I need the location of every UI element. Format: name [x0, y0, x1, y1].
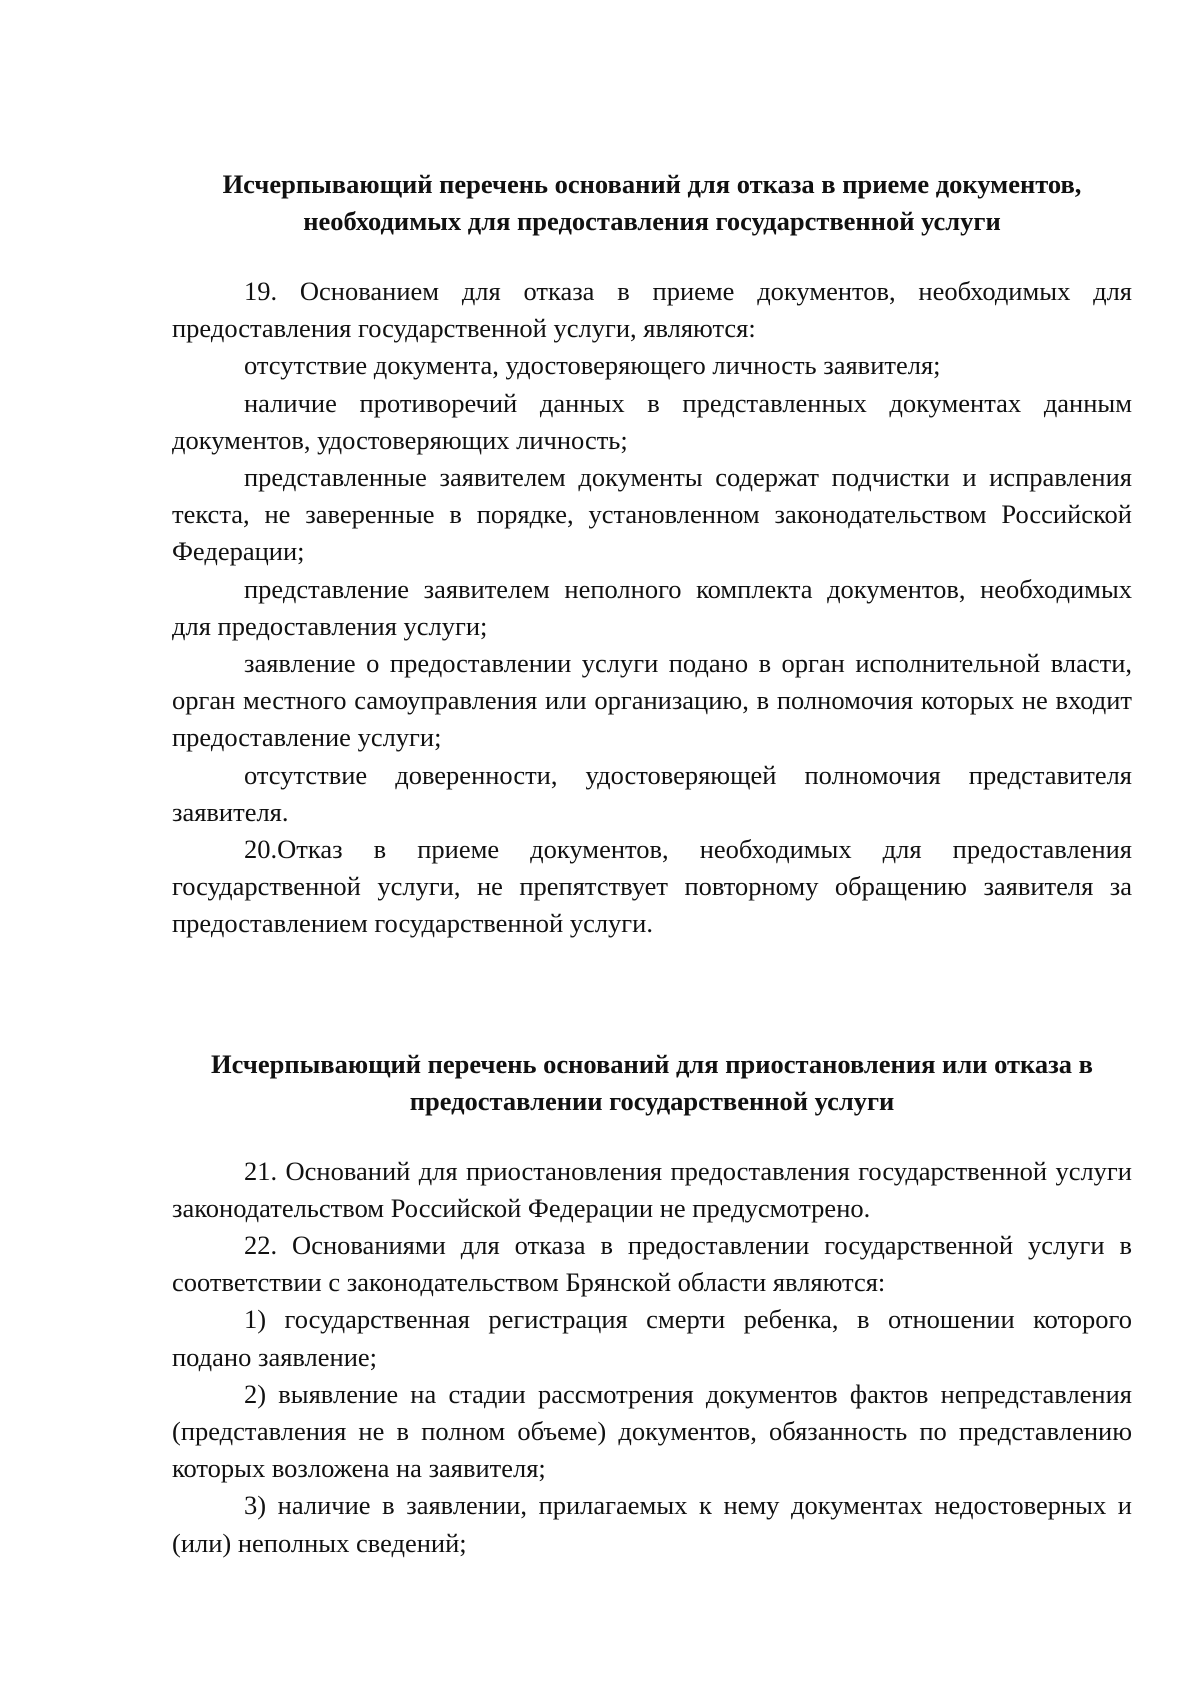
- section-heading: Исчерпывающий перечень оснований для отказа в приеме документов, необходимых для предоставления государственной услуги: [222, 169, 1082, 236]
- paragraph: 3) наличие в заявлении, прилагаемых к нему документах недостоверных и (или) неполных сведений;: [172, 1490, 1132, 1558]
- paragraph: заявление о предоставлении услуги подано в орган исполнительной власти, орган местного самоуправления или организацию, в полномочия которых не входит предоставление услуги;: [172, 648, 1132, 753]
- paragraph: 21. Оснований для приостановления предоставления государственной услуги законодательством Российской Федерации не предусмотрено.: [172, 1155, 1132, 1223]
- paragraph: представленные заявителем документы содержат подчистки и исправления текста, не заверенные в порядке, установленном законодательством Российской Федерации;: [172, 462, 1132, 567]
- paragraph: отсутствие доверенности, удостоверяющей полномочия представителя заявителя.: [172, 759, 1132, 827]
- paragraph: 22. Основаниями для отказа в предоставлении государственной услуги в соответствии с законодательством Брянской области являются:: [172, 1230, 1132, 1298]
- paragraph: 1) государственная регистрация смерти ребенка, в отношении которого подано заявление;: [172, 1304, 1132, 1372]
- paragraph: 20.Отказ в приеме документов, необходимых для предоставления государственной услуги, не препятствует повторному обращению заявителя за предоставлением государственной услуги.: [172, 834, 1132, 939]
- paragraph: наличие противоречий данных в представленных документах данным документов, удостоверяющих личность;: [172, 387, 1132, 455]
- paragraph: 2) выявление на стадии рассмотрения документов фактов непредставления (представления не в полном объеме) документов, обязанность по представлению которых возложена на заявителя;: [172, 1378, 1132, 1484]
- document-page: [172, 0, 1132, 1696]
- paragraph: отсутствие документа, удостоверяющего личность заявителя;: [244, 350, 941, 381]
- section-body: [172, 1153, 1132, 1562]
- paragraph: представление заявителем неполного комплекта документов, необходимых для предоставления услуги;: [172, 573, 1132, 641]
- paragraph: 19. Основанием для отказа в приеме документов, необходимых для предоставления государственной услуги, являются:: [172, 276, 1132, 344]
- section-body: [172, 273, 1132, 943]
- section-heading: Исчерпывающий перечень оснований для приостановления или отказа в предоставлении государственной услуги: [211, 1048, 1093, 1116]
